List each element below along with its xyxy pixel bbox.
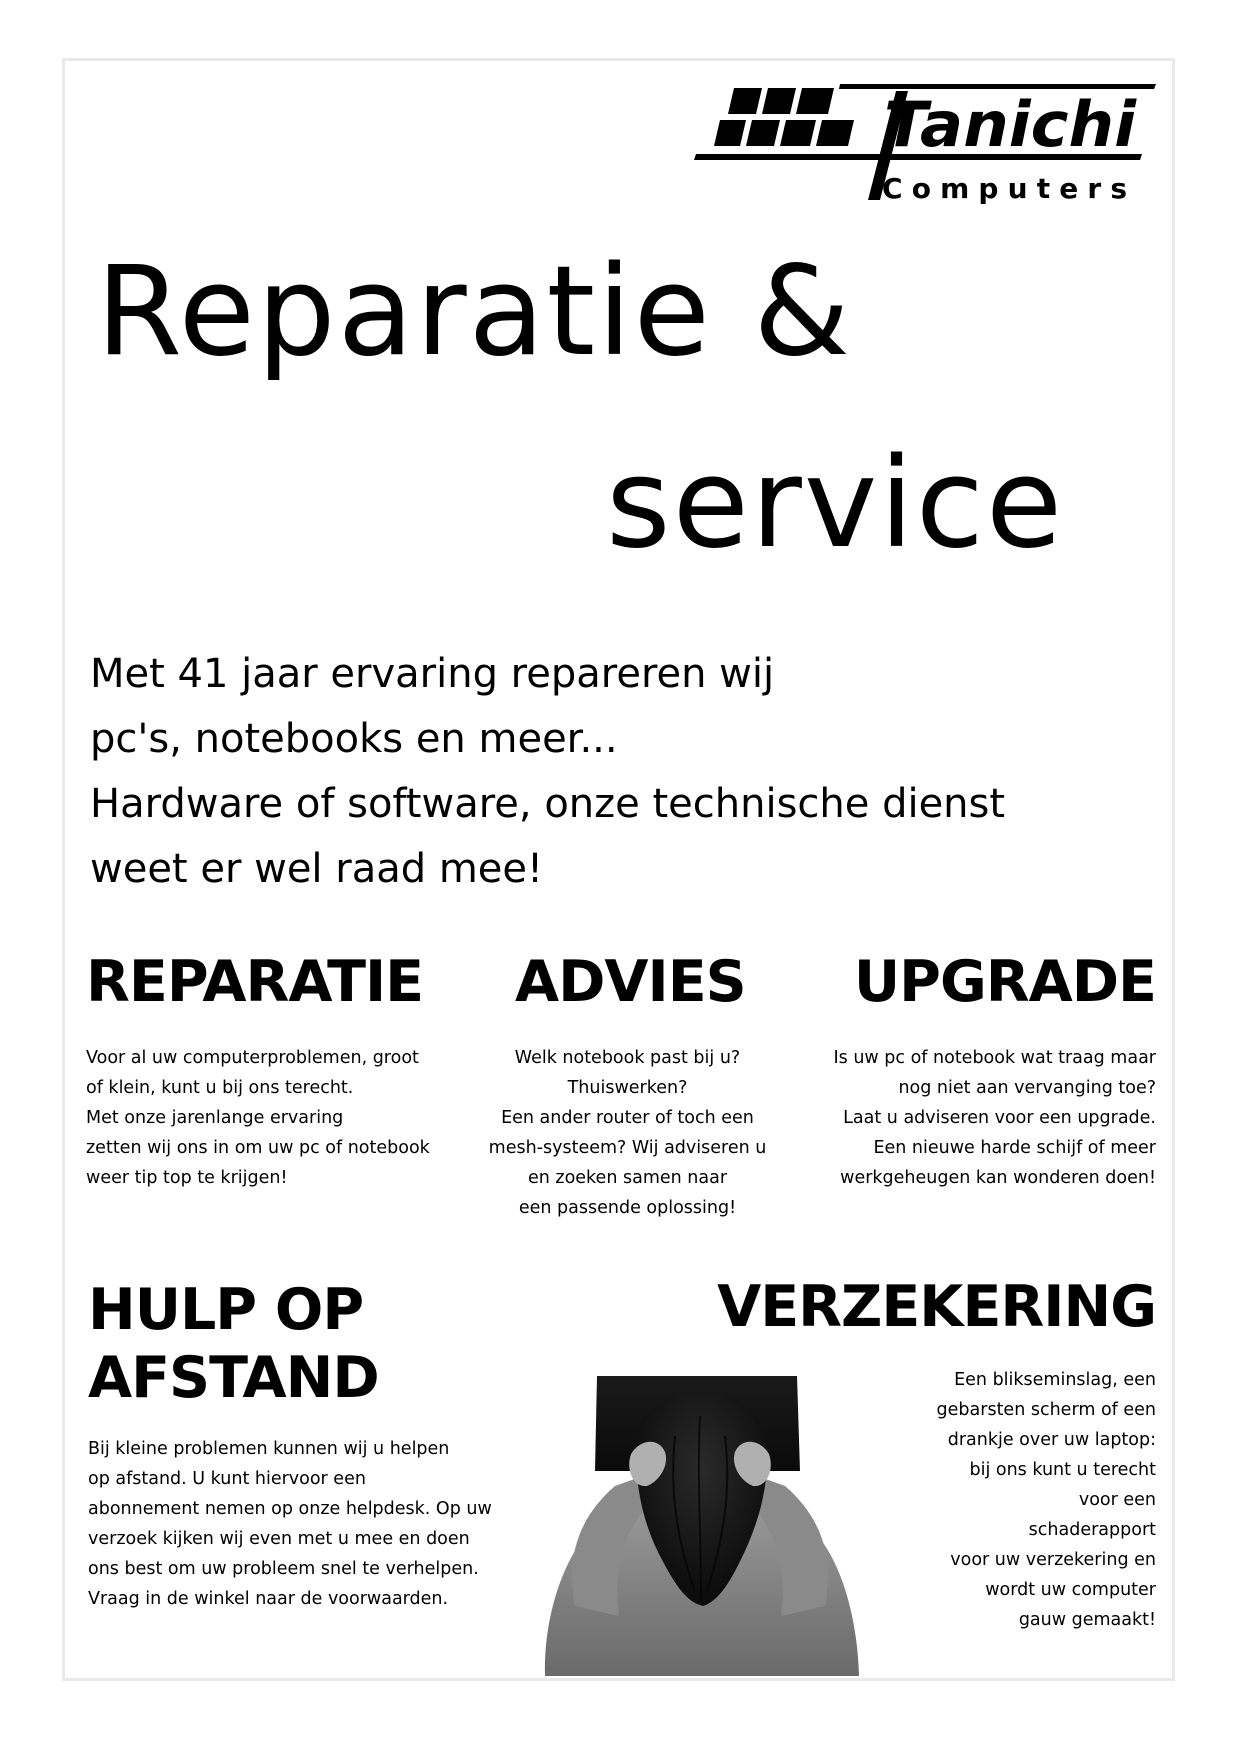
text-line: werkgeheugen kan wonderen doen! bbox=[840, 1168, 1156, 1188]
text-advies bbox=[470, 1043, 785, 1223]
text-line: Voor al uw computerproblemen, groot bbox=[86, 1048, 419, 1068]
text-line: voor uw verzekering en bbox=[950, 1550, 1156, 1570]
heading-upgrade: UPGRADE bbox=[853, 949, 1156, 1015]
heading-verzekering: VERZEKERING bbox=[717, 1274, 1156, 1340]
heading-line: HULP OP bbox=[88, 1277, 364, 1343]
text-line: gebarsten scherm of een bbox=[936, 1400, 1156, 1420]
title-line-2: service bbox=[606, 432, 1065, 576]
title-line-1: Reparatie & bbox=[96, 240, 853, 384]
heading-reparatie: REPARATIE bbox=[86, 949, 424, 1015]
text-line: zetten wij ons in om uw pc of notebook bbox=[86, 1138, 430, 1158]
text-line: nog niet aan vervanging toe? bbox=[898, 1078, 1156, 1098]
text-line: verzoek kijken wij even met u mee en doen bbox=[88, 1529, 470, 1549]
intro-line: pc's, notebooks en meer... bbox=[90, 716, 618, 762]
text-line: Welk notebook past bij u? bbox=[514, 1048, 741, 1068]
tanichi-logo bbox=[684, 84, 1156, 210]
heading-advies: ADVIES bbox=[515, 949, 746, 1015]
logo-name: Tanichi bbox=[884, 88, 1137, 161]
text-line: een passende oplossing! bbox=[518, 1198, 737, 1218]
text-line: Een blikseminslag, een bbox=[954, 1370, 1156, 1390]
text-line: drankje over uw laptop: bbox=[947, 1430, 1156, 1450]
text-line: abonnement nemen op onze helpdesk. Op uw bbox=[88, 1499, 492, 1519]
text-hulp-op-afstand bbox=[88, 1434, 492, 1614]
text-line: bij ons kunt u terecht bbox=[969, 1460, 1156, 1480]
text-reparatie bbox=[86, 1043, 430, 1193]
text-line: mesh-systeem? Wij adviseren u bbox=[488, 1138, 767, 1158]
heading-hulp-op-afstand bbox=[88, 1276, 379, 1412]
intro-line: Met 41 jaar ervaring repareren wij bbox=[90, 651, 775, 697]
text-line: Is uw pc of notebook wat traag maar bbox=[833, 1048, 1156, 1068]
text-line: Met onze jarenlange ervaring bbox=[86, 1108, 344, 1128]
text-line: of klein, kunt u bij ons terecht. bbox=[86, 1078, 354, 1098]
text-line: ons best om uw probleem snel te verhelpen. bbox=[88, 1559, 479, 1579]
intro-paragraph bbox=[90, 642, 1100, 902]
text-line: gauw gemaakt! bbox=[1018, 1610, 1156, 1630]
text-line: Een nieuwe harde schijf of meer bbox=[873, 1138, 1156, 1158]
text-line: weer tip top te krijgen! bbox=[86, 1168, 288, 1188]
text-line: voor een bbox=[1078, 1490, 1156, 1510]
text-line: Laat u adviseren voor een upgrade. bbox=[843, 1108, 1156, 1128]
text-line: Een ander router of toch een bbox=[501, 1108, 754, 1128]
text-line: schaderapport bbox=[1028, 1520, 1156, 1540]
heading-line: AFSTAND bbox=[88, 1345, 379, 1411]
text-upgrade bbox=[833, 1043, 1156, 1193]
text-line: Bij kleine problemen kunnen wij u helpen bbox=[88, 1439, 450, 1459]
frustrated-user-illustration bbox=[535, 1376, 865, 1676]
text-line: Vraag in de winkel naar de voorwaarden. bbox=[88, 1589, 449, 1609]
intro-line: Hardware of software, onze technische dienst bbox=[90, 781, 1006, 827]
logo-subtitle: Computers bbox=[882, 172, 1132, 205]
intro-line: weet er wel raad mee! bbox=[90, 846, 544, 892]
text-line: en zoeken samen naar bbox=[527, 1168, 728, 1188]
text-line: wordt uw computer bbox=[985, 1580, 1156, 1600]
text-line: op afstand. U kunt hiervoor een bbox=[88, 1469, 366, 1489]
text-line: Thuiswerken? bbox=[567, 1078, 688, 1098]
text-verzekering bbox=[937, 1365, 1156, 1635]
